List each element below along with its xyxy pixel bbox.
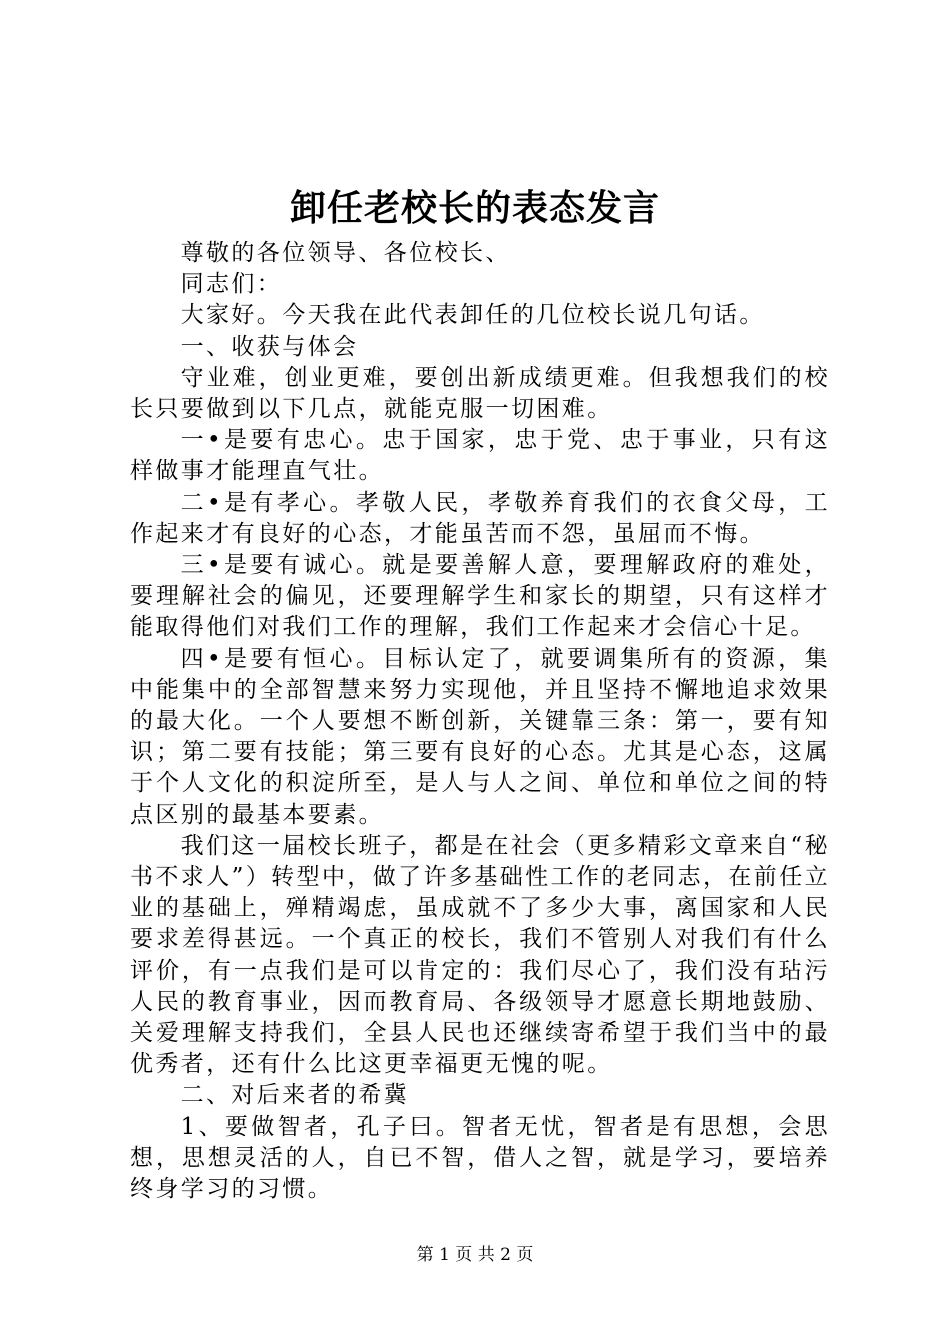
page-footer: 第 1 页 共 2 页 [416, 1245, 534, 1265]
body-paragraph: 守业难，创业更难，要创出新成绩更难。但我想我们的校长只要做到以下几点，就能克服一切困难。 [130, 364, 830, 423]
body-paragraph-perseverance: 四•是要有恒心。目标认定了，就要调集所有的资源，集中能集中的全部智慧来努力实现他，并且坚持不懈地追求效果的最大化。一个人要想不断创新，关键靠三条：第一，要有知识；第二要有技能；第三要有良好的心态。尤其是心态，这属于个人文化的积淀所至，是人与人之间、单位和单位之间的特点区别的最基本要素。 [130, 645, 830, 828]
section-heading-1: 一、收获与体会 [180, 333, 359, 360]
section-heading-2: 二、对后来者的希冀 [180, 1082, 410, 1109]
greeting-paragraph: 大家好。今天我在此代表卸任的几位校长说几句话。 [180, 302, 765, 329]
salutation-line-1: 尊敬的各位领导、各位校长、 [180, 240, 511, 266]
body-paragraph-team: 我们这一届校长班子，都是在社会（更多精彩文章来自“秘书不求人”）转型中，做了许多基础性工作的老同志，在前任立业的基础上，殚精竭虑，虽成就不了多少大事，离国家和人民要求差得甚远。一个真正的校长，我们不管别人对我们有什么评价，有一点我们是可以肯定的：我们尽心了，我们没有玷污人民的教育事业，因而教育局、各级领导才愿意长期地鼓励、关爱理解支持我们，全县人民也还继续寄希望于我们当中的最优秀者，还有什么比这更幸福更无愧的呢。 [130, 832, 830, 1078]
body-paragraph-wisdom: 1、要做智者，孔子曰。智者无忧，智者是有思想，会思想，思想灵活的人，自已不智，借人之智，就是学习，要培养终身学习的习惯。 [130, 1113, 830, 1203]
body-paragraph-loyalty: 一•是要有忠心。忠于国家，忠于党、忠于事业，只有这样做事才能理直气壮。 [130, 427, 830, 485]
salutation-line-2: 同志们： [180, 271, 283, 298]
body-paragraph-filial: 二•是有孝心。孝敬人民，孝敬养育我们的衣食父母，工作起来才有良好的心态，才能虽苦而不怨，虽屈而不悔。 [130, 489, 830, 547]
document-title: 卸任老校长的表态发言 [289, 187, 660, 229]
document-body [130, 238, 830, 1205]
body-paragraph-sincerity: 三•是要有诚心。就是要善解人意，要理解政府的难处，要理解社会的偏见，还要理解学生和家长的期望，只有这样才能取得他们对我们工作的理解，我们工作起来才会信心十足。 [130, 552, 830, 641]
